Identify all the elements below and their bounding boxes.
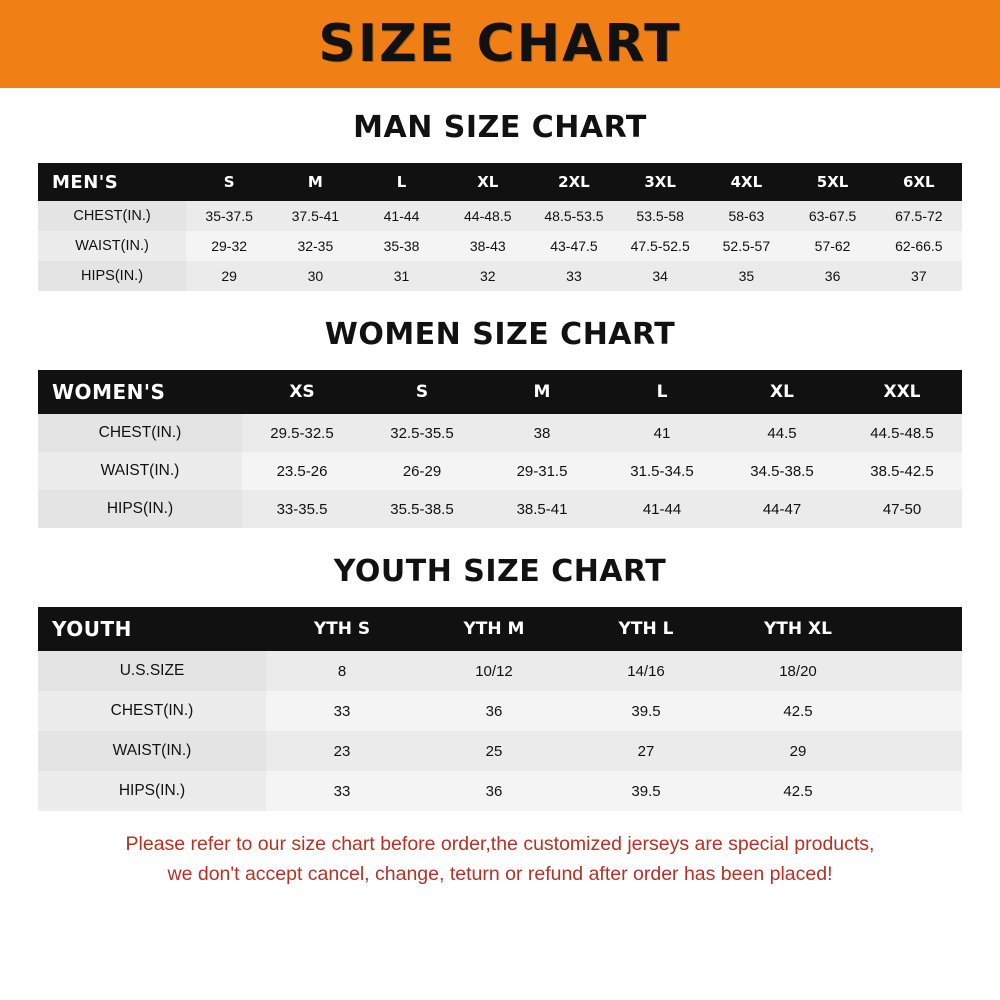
cell: 25 bbox=[418, 731, 570, 771]
cell: 47.5-52.5 bbox=[617, 231, 703, 261]
table-row bbox=[38, 261, 962, 291]
cell: 29-32 bbox=[186, 231, 272, 261]
cell: 31.5-34.5 bbox=[602, 452, 722, 490]
cell: 35.5-38.5 bbox=[362, 490, 482, 528]
column-header: XL bbox=[477, 173, 499, 191]
table-row bbox=[38, 414, 962, 452]
table-header-row bbox=[38, 370, 962, 414]
man-section-title: MAN SIZE CHART bbox=[353, 110, 647, 145]
corner-label: MEN'S bbox=[52, 171, 119, 193]
cell: 23.5-26 bbox=[242, 452, 362, 490]
column-header: 2XL bbox=[558, 173, 590, 191]
header-banner bbox=[0, 0, 1000, 88]
column-header: XXL bbox=[883, 382, 921, 402]
column-header: M bbox=[533, 382, 551, 402]
cell: 30 bbox=[272, 261, 358, 291]
cell: 32-35 bbox=[272, 231, 358, 261]
cell: 34.5-38.5 bbox=[722, 452, 842, 490]
cell: 8 bbox=[266, 651, 418, 691]
table-header-row bbox=[38, 163, 962, 201]
cell: 32 bbox=[445, 261, 531, 291]
cell: 37 bbox=[876, 261, 962, 291]
page-title: SIZE CHART bbox=[318, 14, 682, 74]
column-header: YTH L bbox=[618, 619, 674, 639]
cell: 44-48.5 bbox=[445, 201, 531, 231]
cell: 43-47.5 bbox=[531, 231, 617, 261]
cell: 58-63 bbox=[703, 201, 789, 231]
table-row bbox=[38, 231, 962, 261]
cell: 41-44 bbox=[602, 490, 722, 528]
youth-size-table bbox=[38, 607, 962, 811]
table-row bbox=[38, 691, 962, 731]
cell: 18/20 bbox=[722, 651, 874, 691]
table-row bbox=[38, 201, 962, 231]
cell: 27 bbox=[570, 731, 722, 771]
row-label: HIPS(IN.) bbox=[38, 261, 186, 291]
cell: 57-62 bbox=[789, 231, 875, 261]
cell: 48.5-53.5 bbox=[531, 201, 617, 231]
cell: 67.5-72 bbox=[876, 201, 962, 231]
cell: 38 bbox=[482, 414, 602, 452]
column-header: XL bbox=[770, 382, 794, 402]
cell: 38-43 bbox=[445, 231, 531, 261]
row-label: HIPS(IN.) bbox=[38, 771, 266, 811]
row-label: CHEST(IN.) bbox=[38, 691, 266, 731]
column-header-spacer bbox=[874, 607, 962, 651]
cell-spacer bbox=[874, 771, 962, 811]
column-header: 5XL bbox=[816, 173, 849, 191]
row-label: CHEST(IN.) bbox=[38, 201, 186, 231]
cell: 42.5 bbox=[722, 691, 874, 731]
cell: 33 bbox=[266, 691, 418, 731]
cell: 38.5-41 bbox=[482, 490, 602, 528]
cell: 53.5-58 bbox=[617, 201, 703, 231]
cell-spacer bbox=[874, 731, 962, 771]
corner-label: YOUTH bbox=[52, 617, 132, 641]
column-header: L bbox=[656, 382, 668, 402]
cell: 33-35.5 bbox=[242, 490, 362, 528]
cell: 26-29 bbox=[362, 452, 482, 490]
cell: 37.5-41 bbox=[272, 201, 358, 231]
column-header: 4XL bbox=[730, 173, 763, 191]
cell: 38.5-42.5 bbox=[842, 452, 962, 490]
cell: 39.5 bbox=[570, 691, 722, 731]
cell: 41 bbox=[602, 414, 722, 452]
cell-spacer bbox=[874, 651, 962, 691]
cell: 44.5-48.5 bbox=[842, 414, 962, 452]
column-header: YTH S bbox=[313, 619, 371, 639]
cell: 36 bbox=[789, 261, 875, 291]
corner-label: WOMEN'S bbox=[52, 380, 166, 404]
column-header: S bbox=[415, 382, 429, 402]
footer-note bbox=[26, 829, 974, 889]
youth-section-title: YOUTH SIZE CHART bbox=[333, 554, 667, 589]
column-header: 6XL bbox=[903, 173, 935, 191]
cell: 35-37.5 bbox=[186, 201, 272, 231]
cell: 33 bbox=[531, 261, 617, 291]
cell: 14/16 bbox=[570, 651, 722, 691]
cell: 36 bbox=[418, 771, 570, 811]
column-header: YTH XL bbox=[764, 619, 832, 639]
row-label: U.S.SIZE bbox=[38, 651, 266, 691]
table-row bbox=[38, 651, 962, 691]
row-label: CHEST(IN.) bbox=[38, 414, 242, 452]
women-size-table bbox=[38, 370, 962, 528]
cell: 10/12 bbox=[418, 651, 570, 691]
cell: 31 bbox=[358, 261, 444, 291]
women-section-title: WOMEN SIZE CHART bbox=[324, 317, 676, 352]
cell: 36 bbox=[418, 691, 570, 731]
table-row bbox=[38, 490, 962, 528]
cell: 52.5-57 bbox=[703, 231, 789, 261]
cell: 39.5 bbox=[570, 771, 722, 811]
column-header: 3XL bbox=[644, 173, 676, 191]
cell: 33 bbox=[266, 771, 418, 811]
cell: 29 bbox=[722, 731, 874, 771]
cell: 29 bbox=[186, 261, 272, 291]
table-row bbox=[38, 731, 962, 771]
row-label: WAIST(IN.) bbox=[38, 452, 242, 490]
cell: 44.5 bbox=[722, 414, 842, 452]
cell: 23 bbox=[266, 731, 418, 771]
cell: 34 bbox=[617, 261, 703, 291]
column-header: M bbox=[307, 173, 323, 191]
table-row bbox=[38, 771, 962, 811]
cell: 35 bbox=[703, 261, 789, 291]
cell: 63-67.5 bbox=[789, 201, 875, 231]
cell: 44-47 bbox=[722, 490, 842, 528]
footer-line-2: we don't accept cancel, change, teturn or refund after order has been placed! bbox=[167, 863, 833, 885]
table-header-row bbox=[38, 607, 962, 651]
cell: 29.5-32.5 bbox=[242, 414, 362, 452]
man-size-chart bbox=[38, 163, 962, 291]
man-size-table bbox=[38, 163, 962, 291]
row-label: WAIST(IN.) bbox=[38, 231, 186, 261]
column-header: S bbox=[223, 173, 235, 191]
cell: 32.5-35.5 bbox=[362, 414, 482, 452]
cell: 62-66.5 bbox=[876, 231, 962, 261]
women-size-chart bbox=[38, 370, 962, 528]
cell-spacer bbox=[874, 691, 962, 731]
youth-size-chart bbox=[38, 607, 962, 811]
cell: 47-50 bbox=[842, 490, 962, 528]
row-label: HIPS(IN.) bbox=[38, 490, 242, 528]
table-row bbox=[38, 452, 962, 490]
cell: 41-44 bbox=[358, 201, 444, 231]
column-header: YTH M bbox=[463, 619, 525, 639]
cell: 35-38 bbox=[358, 231, 444, 261]
cell: 42.5 bbox=[722, 771, 874, 811]
row-label: WAIST(IN.) bbox=[38, 731, 266, 771]
column-header: L bbox=[396, 173, 407, 191]
cell: 29-31.5 bbox=[482, 452, 602, 490]
column-header: XS bbox=[289, 382, 315, 402]
footer-line-1: Please refer to our size chart before order,the customized jerseys are special products, bbox=[125, 833, 875, 855]
